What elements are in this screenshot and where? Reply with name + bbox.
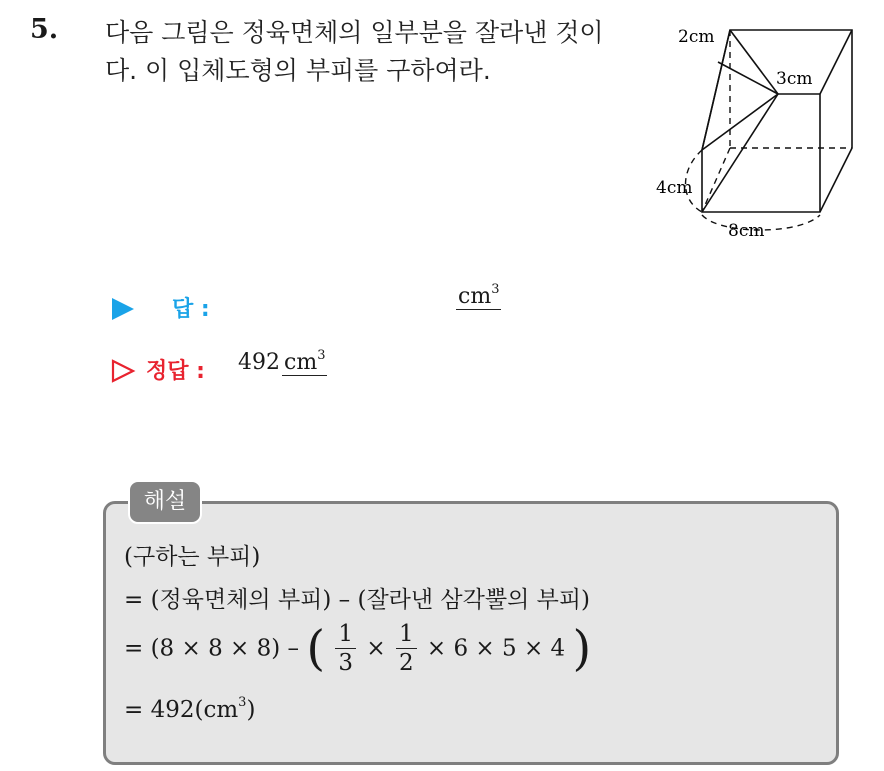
question-line-1: 다음 그림은 정육면체의 일부분을 잘라낸 것이 — [105, 18, 604, 47]
label-4cm: 4cm — [656, 178, 693, 198]
answer-label: 답 : — [172, 297, 210, 322]
question-text — [105, 14, 645, 90]
solution-line-4: = $492(cm^3)$ — [124, 695, 256, 723]
solution-line-2: = (정육면체의 부피) – (잘라낸 삼각뿔의 부피) — [124, 587, 591, 613]
solution-line-3: = (8 × 8 × 8) – ( $\frac{1}{3}$ × $\frac{1}{2}$ × 6 × 5 × 4 ) — [124, 620, 592, 677]
cube-figure — [640, 10, 870, 250]
label-2cm: 2cm — [678, 27, 715, 47]
correct-label: 정답 : — [146, 359, 205, 384]
solution-line-1: (구하는 부피) — [124, 544, 261, 570]
label-3cm: 3cm — [776, 69, 813, 89]
outline-triangle-icon — [110, 358, 136, 384]
question-line-2: 다. 이 입체도형의 부피를 구하여라. — [105, 56, 491, 85]
explanation-tag: 해설 — [128, 480, 202, 524]
correct-value: 492 $cm^3$ — [238, 348, 326, 375]
fraction-one-half: $\frac{1}{2}$ — [396, 620, 417, 677]
play-triangle-icon — [110, 296, 136, 322]
answer-blank-unit[interactable]: $cm^3$ — [458, 282, 500, 309]
fraction-one-third: $\frac{1}{3}$ — [335, 620, 356, 677]
label-8cm: 8cm — [728, 221, 765, 241]
question-number: 5. — [30, 14, 59, 45]
